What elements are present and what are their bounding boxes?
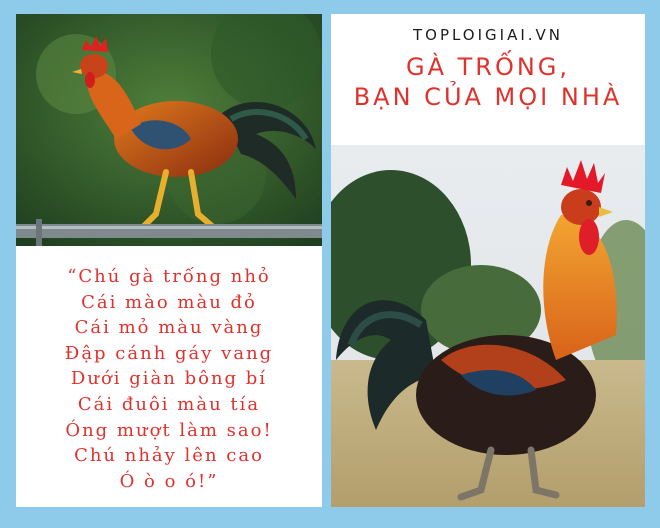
poem-line-5: Dưới giàn bông bí <box>70 368 268 390</box>
poster-title-line-2: BẠN CỦA MỌI NHÀ <box>353 83 623 111</box>
poem-line-8: Chú nhảy lên cao <box>74 445 264 467</box>
title-panel <box>331 14 645 145</box>
poem-panel <box>16 246 322 507</box>
poem-line-2: Cái mào màu đỏ <box>81 291 257 313</box>
poster-title <box>331 52 645 112</box>
poster-title-line-1: GÀ TRỐNG, <box>405 53 571 81</box>
poem-line-9: Ó ò o ó!” <box>119 470 219 492</box>
poem-line-7: Óng mượt làm sao! <box>65 419 273 441</box>
poem-line-1: “Chú gà trống nhỏ <box>67 266 271 287</box>
site-name: TOPLOIGIAI.VN <box>412 26 564 44</box>
rooster-photo-standing <box>331 145 645 507</box>
poem-line-4: Đập cánh gáy vang <box>64 342 274 364</box>
poem <box>16 264 322 494</box>
poem-line-3: Cái mỏ màu vàng <box>74 317 264 339</box>
rooster-photo-on-rail <box>16 14 322 246</box>
poem-line-6: Cái đuôi màu tía <box>77 393 261 415</box>
